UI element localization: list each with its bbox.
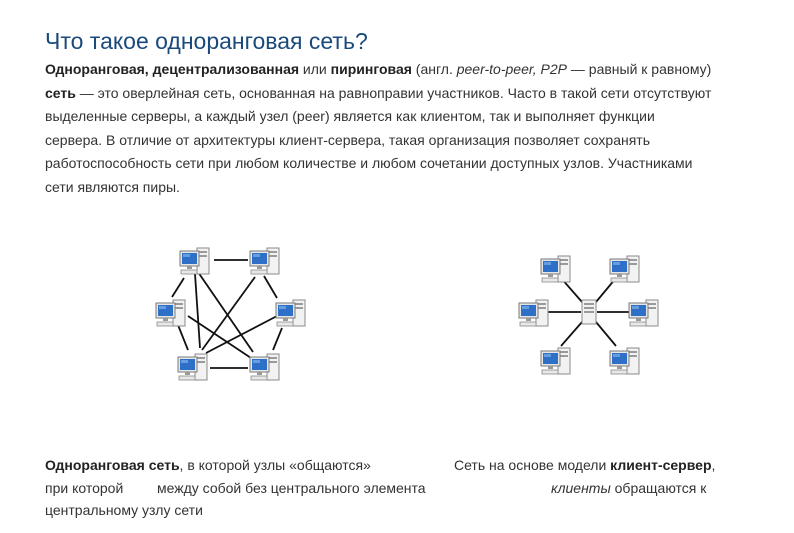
computer-icon	[610, 348, 639, 374]
page-title: Что такое одноранговая сеть?	[45, 28, 368, 54]
computer-icon	[276, 300, 305, 326]
text-fragment: (англ.	[411, 61, 457, 77]
term-bold: сеть	[45, 84, 76, 101]
term-bold: Одноранговая, децентрализованная	[45, 61, 300, 77]
computer-icon	[250, 248, 279, 274]
computer-icon	[178, 354, 207, 380]
computer-icon	[156, 300, 185, 326]
caption-text: обращаются к	[610, 480, 707, 496]
caption-text: Сеть на основе модели	[454, 457, 611, 473]
computer-icon	[541, 256, 570, 282]
computer-icon	[610, 256, 639, 282]
cs-caption-line2	[551, 477, 706, 499]
p2p-links	[172, 260, 282, 368]
text-fragment: — это оверлейная сеть, основанная на равноправии участников. Часто в такой сети отсутствуют	[75, 84, 712, 101]
computer-icon	[629, 300, 658, 326]
computer-icon	[250, 354, 279, 380]
text-line: работоспособность сети при любом количестве и любом сочетании доступных узлов. Участниками	[45, 155, 693, 171]
p2p-caption-line2b: между собой без центрального элемента	[157, 480, 426, 496]
p2p-caption-line3: центральному узлу сети	[45, 502, 203, 518]
computer-icon	[541, 348, 570, 374]
caption-text: , в которой узлы «общаются»	[179, 457, 371, 473]
term-italic: peer-to-peer, P2P	[456, 61, 567, 77]
cs-caption-line1	[454, 454, 715, 476]
intro-paragraph	[45, 58, 755, 199]
text-line: сети являются пиры.	[45, 178, 180, 195]
computer-icon	[180, 248, 209, 274]
text-fragment: — равный к равному)	[567, 61, 712, 77]
caption-text: ,	[711, 457, 716, 473]
caption-term: Одноранговая сеть	[45, 457, 180, 473]
p2p-caption-line1	[45, 454, 371, 476]
server-icon	[582, 300, 596, 324]
p2p-network-diagram	[150, 240, 320, 390]
caption-term: клиент-сервер	[610, 457, 712, 473]
text-line: выделенные серверы, а каждый узел (peer) является как клиентом, так и выполняет функции	[45, 108, 655, 124]
text-line: сервера. В отличие от архитектуры клиент-сервера, такая организация позволяет сохранять	[45, 131, 651, 148]
computer-icon	[519, 300, 548, 326]
p2p-caption-line2a: при которой	[45, 480, 124, 496]
text-fragment: или	[299, 61, 331, 77]
caption-term-italic: клиенты	[551, 480, 611, 496]
client-server-diagram	[515, 250, 665, 380]
term-bold: пиринговая	[330, 61, 412, 77]
